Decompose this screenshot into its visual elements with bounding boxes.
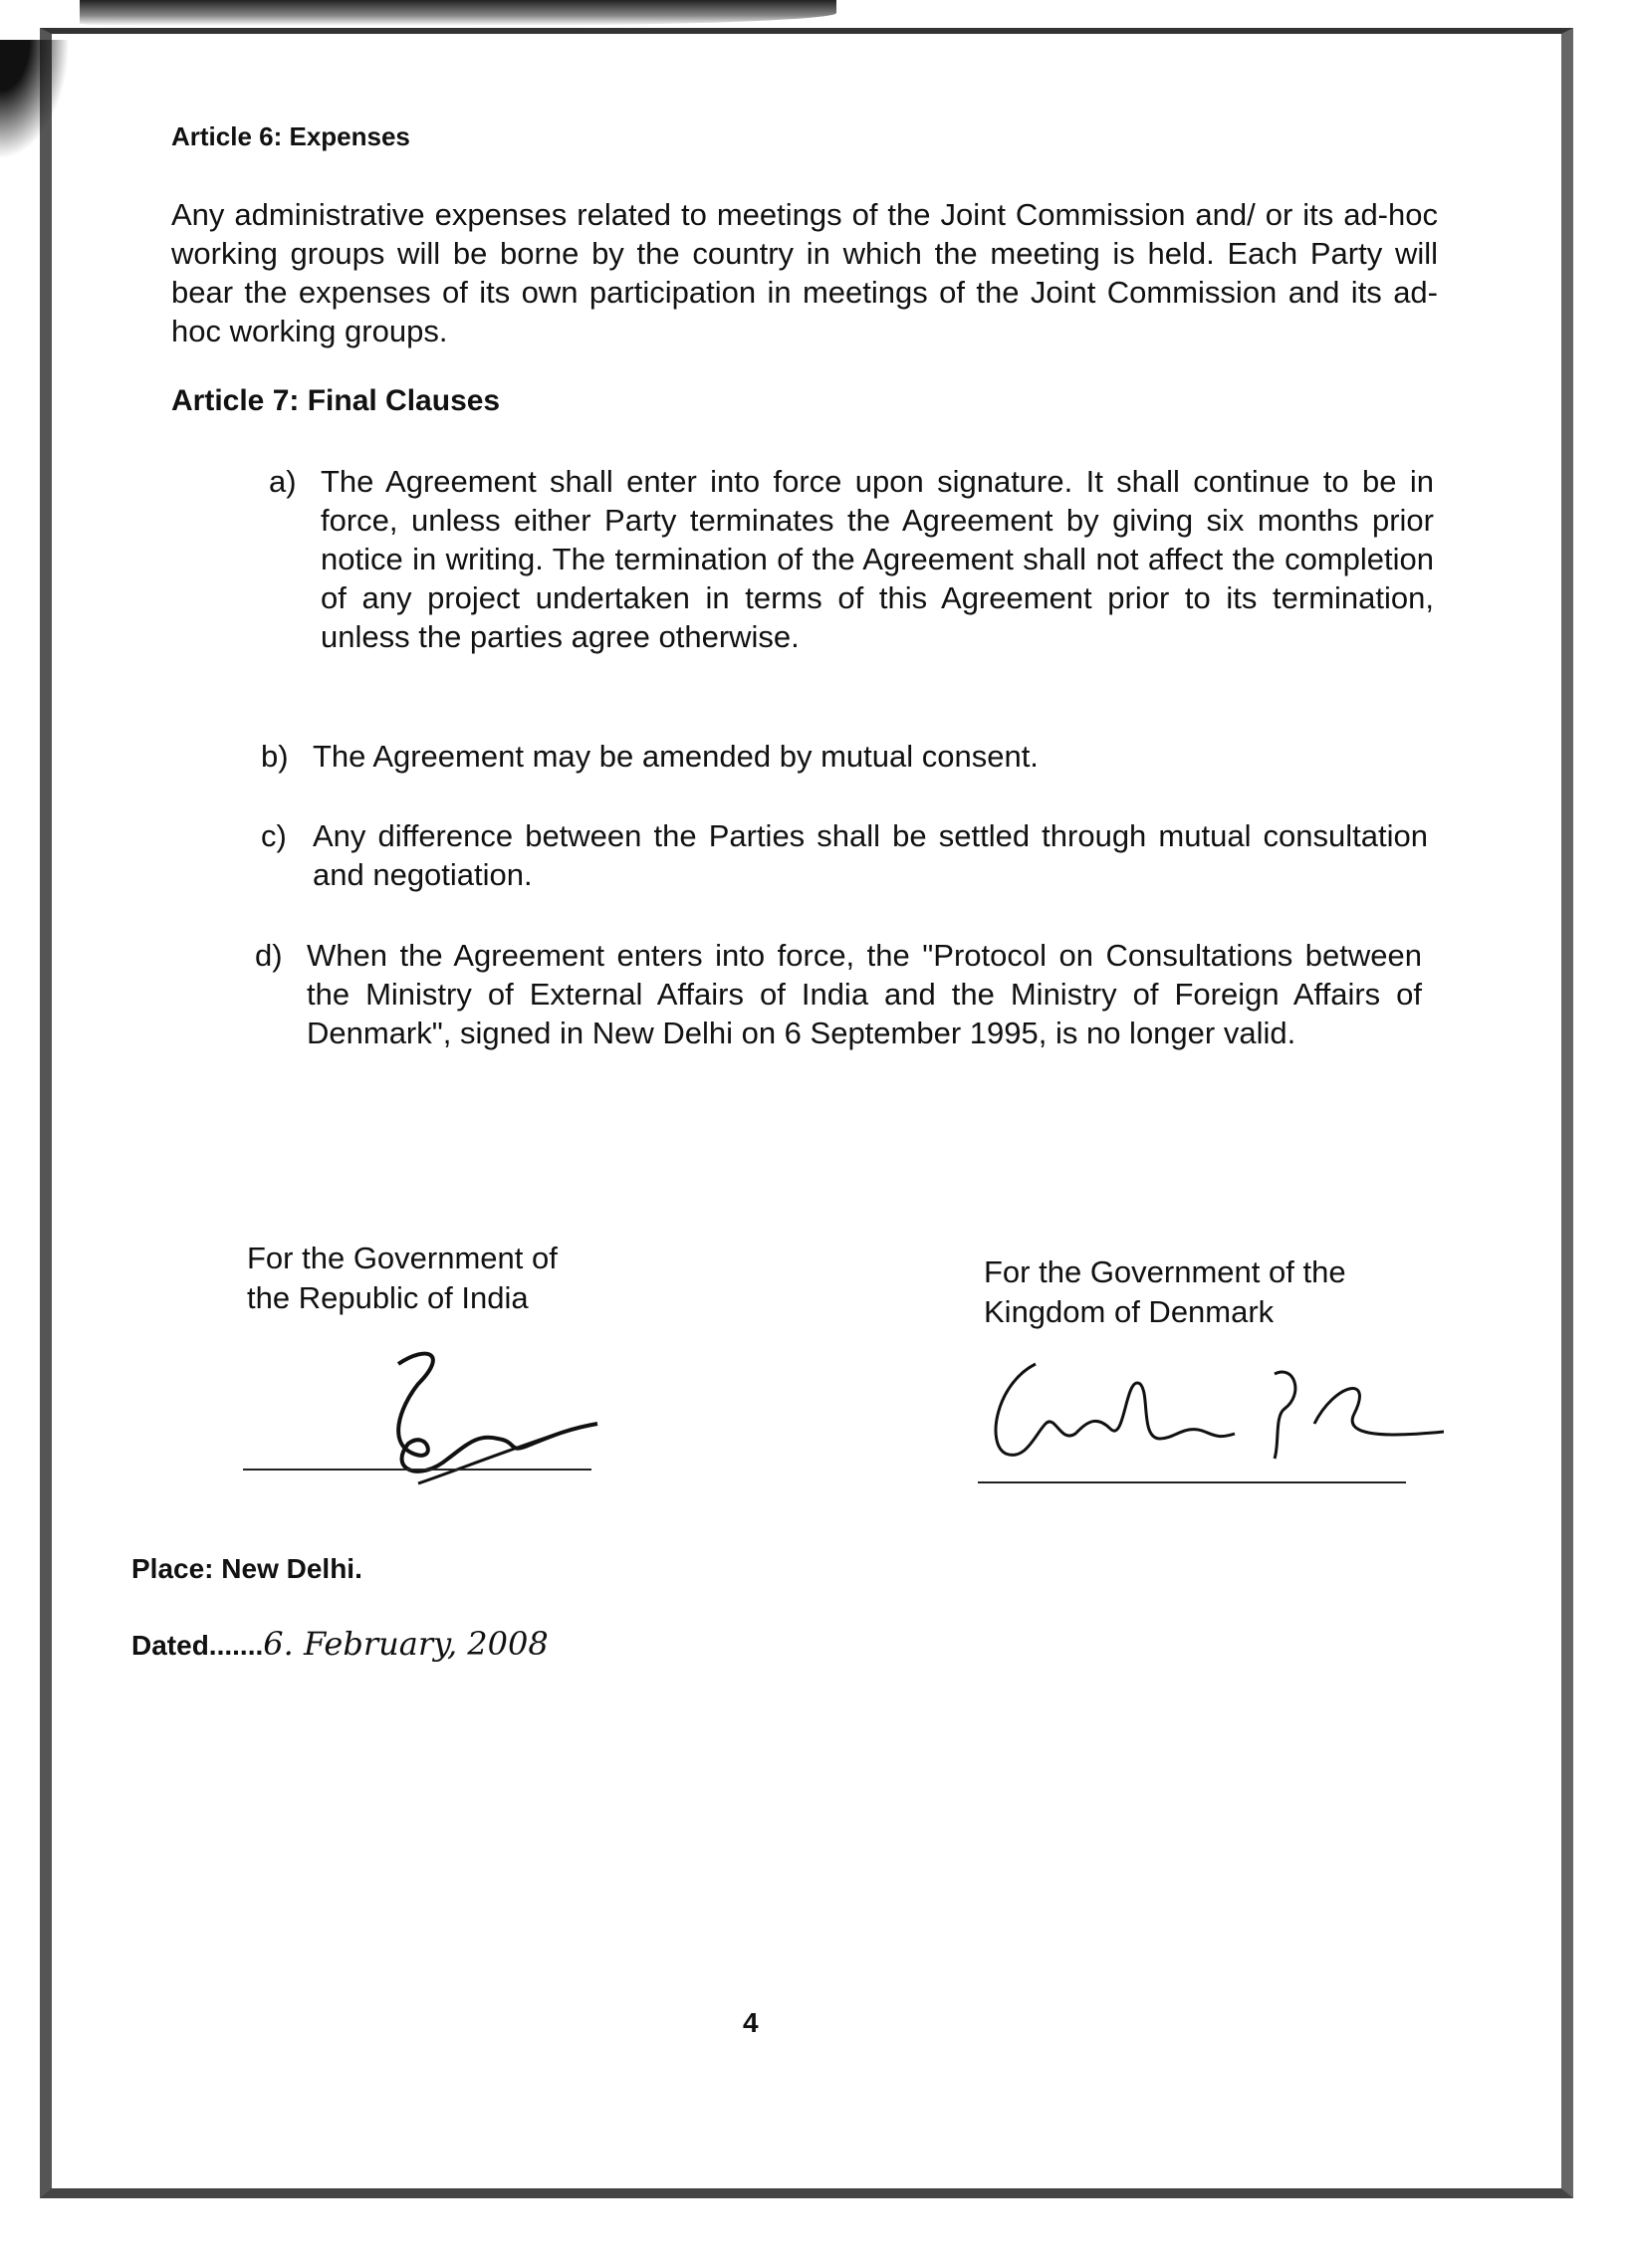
denmark-signature-line — [978, 1481, 1406, 1483]
india-signatory-line-1: For the Government of — [247, 1241, 558, 1275]
clause-c-text: Any difference between the Parties shall be settled through mutual consultation and negotiation. — [313, 818, 1428, 892]
india-signature-block — [247, 1239, 558, 1318]
dated-line — [131, 1625, 549, 1663]
india-signature — [358, 1334, 617, 1513]
clause-b-marker: b) — [261, 739, 289, 774]
clause-a-marker: a) — [269, 464, 297, 499]
dated-label: Dated....... — [131, 1630, 264, 1661]
denmark-signature-block — [984, 1252, 1346, 1332]
clause-d-text: When the Agreement enters into force, the "Protocol on Consultations between the Ministry of External Affairs of India and the Ministry of Foreign Affairs of Denmark", signed in New Delhi on 6 September 1995, is no longer valid. — [307, 938, 1422, 1050]
clause-d-marker: d) — [255, 938, 283, 973]
denmark-signatory-line-2: Kingdom of Denmark — [984, 1294, 1275, 1329]
article-6-body: Any administrative expenses related to meetings of the Joint Commission and/ or its ad-hoc working groups will be borne by the country in which the meeting is held. Each Party will bear the expenses of its own participation in meetings of the Joint Commission and its ad-hoc working groups. — [171, 197, 1438, 348]
denmark-signature — [976, 1354, 1444, 1483]
clause-a-text: The Agreement shall enter into force upon signature. It shall continue to be in force, unless either Party terminates the Agreement by giving six months prior notice in writing. The termination of the Agreement shall not affect the completion of any project undertaken in terms of this Agreement prior to its termination, unless the parties agree otherwise. — [321, 464, 1434, 654]
denmark-signatory-line-1: For the Government of the — [984, 1254, 1346, 1289]
india-signature-line — [243, 1469, 591, 1471]
dated-value: 6. February, 2008 — [263, 1625, 549, 1663]
page-number: 4 — [743, 2007, 759, 2038]
article-7-heading: Article 7: Final Clauses — [171, 384, 501, 417]
india-signatory-line-2: the Republic of India — [247, 1280, 529, 1315]
article-6-heading: Article 6: Expenses — [171, 121, 410, 151]
clause-c-marker: c) — [261, 818, 287, 853]
clause-b-text: The Agreement may be amended by mutual consent. — [313, 739, 1039, 774]
place-label: Place: New Delhi. — [131, 1553, 362, 1584]
